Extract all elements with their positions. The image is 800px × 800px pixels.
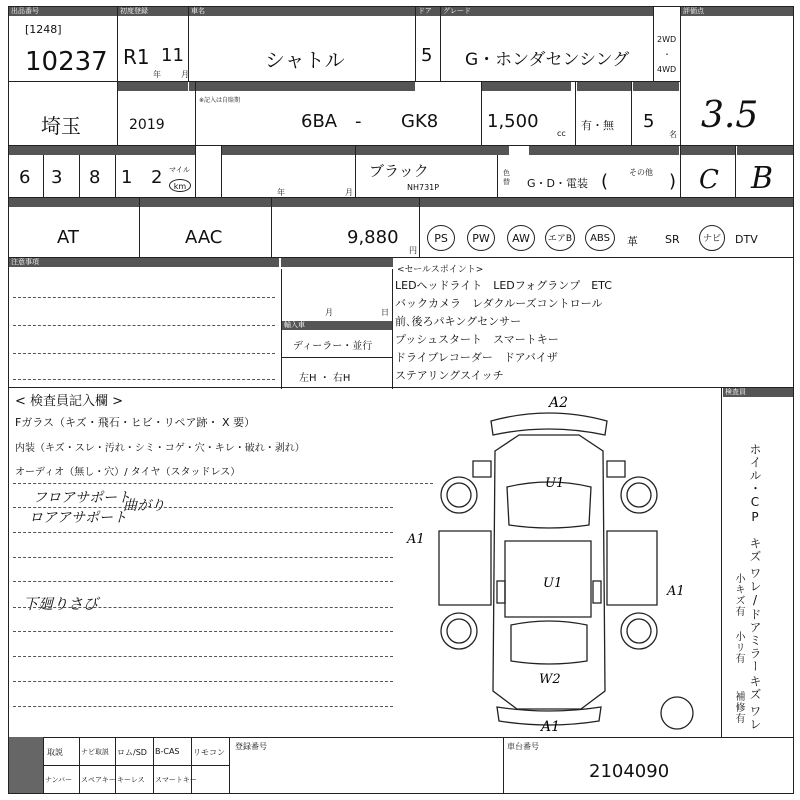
- first-reg-label: 初度登録: [118, 7, 188, 16]
- color-value: ブラック: [369, 162, 429, 180]
- car-name: シャトル: [265, 48, 345, 72]
- sales-point-3: 前､後ろパキングセンサー: [395, 315, 522, 328]
- year-suffix-2: 年: [277, 188, 285, 197]
- grade-label: グレード: [441, 7, 653, 16]
- footer-manual: 取説: [47, 748, 63, 757]
- chassis-number: 2104090: [589, 761, 670, 782]
- equip-dtv: DTV: [735, 233, 758, 246]
- audio-tire-line: オーディオ（無し・穴）/ タイヤ（スタッドレス）: [15, 467, 241, 478]
- handle-side: 左H ・ 右H: [299, 373, 351, 384]
- footer-bcas: B-CAS: [155, 747, 180, 756]
- handwritten-note-4: 下廻りさび: [23, 595, 99, 613]
- doors-label: ドア: [416, 7, 440, 16]
- equip-sunroof: SR: [665, 233, 680, 246]
- mileage-digit-2: 3: [51, 167, 63, 188]
- footer-remote: リモコン: [193, 748, 225, 757]
- footer-smart-key: スマートキー: [155, 776, 197, 784]
- mark-center: U1: [543, 576, 563, 591]
- equip-pw: PW: [467, 225, 495, 251]
- mark-right: A1: [667, 584, 685, 599]
- handwritten-note-3: 曲がり: [123, 498, 165, 514]
- mileage-digit-5: 2: [151, 167, 163, 188]
- mileage-digit-4: 1: [121, 167, 133, 188]
- sales-point-4: プッシュスタート スマートキー: [395, 333, 559, 346]
- turbo-option: 有・無: [581, 119, 614, 132]
- km-unit: km: [169, 179, 191, 192]
- color-options: G・D・電装: [527, 177, 588, 190]
- rating-value: 3.5: [701, 95, 759, 136]
- reg-number-label: 登録番号: [235, 742, 267, 751]
- notes-header: 注意事項: [9, 258, 279, 267]
- drive-4wd: 4WD: [657, 65, 677, 74]
- auction-sheet: 出品番号 初度登録 車名 ドア グレード 評価点 [1248] 10237 R1 11 年 月 シャトル 5 G・ホンダセンシング 2WD ・ 4WD 埼玉 2019 ※記入は自賠期 6BA - GK8 1,500 cc 有・無 5 名 3.5 6 3 8 1 2 マイル km 年 月 ブラック NH731P 色替 G・D・電装 ( その他 ) C B AT AAC 9,880 円 PS PW AW エアB ABS 革 SR ナビ DTV 注意事項 月 日 輸入車 ディーラー・並行 左H ・ 右H <セールスポイント> LEDヘッドライト LEDフォグランプ ETC バックカメラ レダクルーズコントロール 前､後ろパキングセンサー プッシュスタート スマートキー ドライブレコーダー ドアバイザ ステアリングスイッチ < 検査員記入欄 > Fガラス（キズ・飛石・ヒビ・リペア跡・ X 要） 内装（キズ・スレ・汚れ・シミ・コゲ・穴・キレ・破れ・剥れ） オーディオ（無し・穴）/ タイヤ（スタッドレス） フロアサポート ロアアサポート 曲がり 下廻りさび A2 U1 A1 U1 A1 W2 A1 検査員 ホイル・CP キズ ワレ/ドアミラー 小キズ有 小リ有 キズ ワレ 補修有 取説 ナビ取説 ロム/SD B-CAS リモコン ナンバー スペアキー キーレス スマートキー 登録番号 車台番号 2104090: [8, 6, 794, 794]
- mark-left: A1: [407, 532, 425, 547]
- mileage-digit-1: 6: [19, 167, 31, 188]
- sales-point-5: ドライブレコーダー ドアバイザ: [395, 351, 558, 364]
- sales-point-1: LEDヘッドライト LEDフォグランプ ETC: [395, 279, 612, 292]
- doors-value: 5: [421, 45, 433, 66]
- exterior-grade: C: [699, 165, 719, 195]
- cc-unit: cc: [557, 129, 566, 138]
- equip-leather: 革: [627, 235, 638, 248]
- footer-rom-sd: ロム/SD: [117, 748, 147, 757]
- color-other: その他: [629, 168, 653, 177]
- mile-unit: マイル: [169, 166, 190, 174]
- handwritten-note-1: フロアサポート: [33, 490, 131, 506]
- car-damage-diagram: [399, 391, 719, 741]
- first-reg-era: R1: [123, 45, 150, 69]
- mileage-digit-3: 8: [89, 167, 101, 188]
- model-prefix: 6BA: [301, 111, 338, 132]
- notes-month: 月: [325, 308, 333, 317]
- mileage-note: ※記入は自賠期: [199, 97, 241, 104]
- notes-day: 日: [381, 308, 389, 317]
- legend-scratch: キズ: [748, 537, 762, 563]
- lot-number: 10237: [25, 47, 108, 77]
- first-reg-month: 11: [161, 45, 184, 66]
- seats-unit: 名: [669, 130, 677, 139]
- mark-roof: U1: [545, 476, 565, 491]
- mark-top: A2: [549, 395, 569, 411]
- lot-sub-number: [1248]: [25, 23, 62, 36]
- sales-point-2: バックカメラ レダクルーズコントロール: [395, 297, 603, 310]
- air-conditioning: AAC: [185, 227, 223, 248]
- color-paren-close: ): [669, 171, 677, 192]
- rating-label: 評価点: [681, 7, 793, 16]
- chassis-label: 車台番号: [507, 742, 539, 751]
- sales-header: <セールスポイント>: [397, 265, 484, 275]
- equip-navi: ナビ: [699, 225, 725, 251]
- yen-unit: 円: [409, 246, 417, 255]
- transmission: AT: [57, 227, 79, 248]
- color-code: NH731P: [407, 183, 440, 192]
- model-year: 2019: [129, 117, 165, 133]
- equip-airbag: エアB: [545, 225, 575, 251]
- month-suffix: 月: [181, 70, 189, 79]
- footer-navi-manual: ナビ取説: [81, 748, 109, 756]
- legend-wheel: ホイル・CP: [748, 443, 762, 525]
- model-code: GK8: [401, 111, 439, 132]
- drive-2wd: 2WD: [657, 35, 677, 44]
- legend-small-repair: 小リ有: [733, 631, 744, 664]
- mark-rear: W2: [539, 672, 561, 687]
- legend-mirror-crack: ワレ: [748, 705, 762, 731]
- equip-ps: PS: [427, 225, 455, 251]
- equip-abs: ABS: [585, 225, 615, 251]
- grade-value: G・ホンダセンシング: [465, 50, 630, 70]
- windshield-line: Fガラス（キズ・飛石・ヒビ・リペア跡・ X 要）: [15, 416, 256, 429]
- mark-bottom: A1: [541, 719, 561, 735]
- import-header: 輸入車: [282, 321, 392, 330]
- car-name-label: 車名: [189, 7, 415, 16]
- legend-mirror-scratch: キズ: [748, 675, 762, 701]
- footer-stamp-block: [9, 737, 43, 793]
- year-suffix: 年: [153, 70, 161, 79]
- inspector-title: < 検査員記入欄 >: [15, 394, 124, 409]
- dealer-parallel: ディーラー・並行: [293, 341, 373, 352]
- color-paren-open: (: [601, 171, 609, 192]
- legend-header: 検査員: [723, 388, 793, 397]
- handwritten-note-2: ロアアサポート: [29, 510, 127, 526]
- sales-point-6: ステアリングスイッチ: [395, 369, 504, 382]
- recycle-fee: 9,880: [347, 227, 399, 248]
- color-change-label: 色替: [503, 169, 510, 186]
- seats: 5: [643, 111, 655, 132]
- month-suffix-2: 月: [345, 188, 353, 197]
- footer-spare-key: スペアキー: [81, 776, 116, 784]
- footer-keyless: キーレス: [117, 776, 145, 784]
- location: 埼玉: [41, 114, 81, 138]
- equip-aw: AW: [507, 225, 535, 251]
- displacement: 1,500: [487, 111, 539, 132]
- legend-crack: ワレ/ドアミラー: [748, 567, 762, 673]
- model-dash: -: [355, 111, 362, 132]
- lot-label: 出品番号: [9, 7, 117, 16]
- legend-repaired: 補修有: [733, 691, 744, 724]
- interior-line: 内装（キズ・スレ・汚れ・シミ・コゲ・穴・キレ・破れ・剥れ）: [15, 443, 305, 454]
- interior-grade: B: [751, 161, 774, 196]
- footer-plate: ナンバー: [45, 776, 73, 784]
- legend-small-scratch: 小キズ有: [733, 573, 744, 617]
